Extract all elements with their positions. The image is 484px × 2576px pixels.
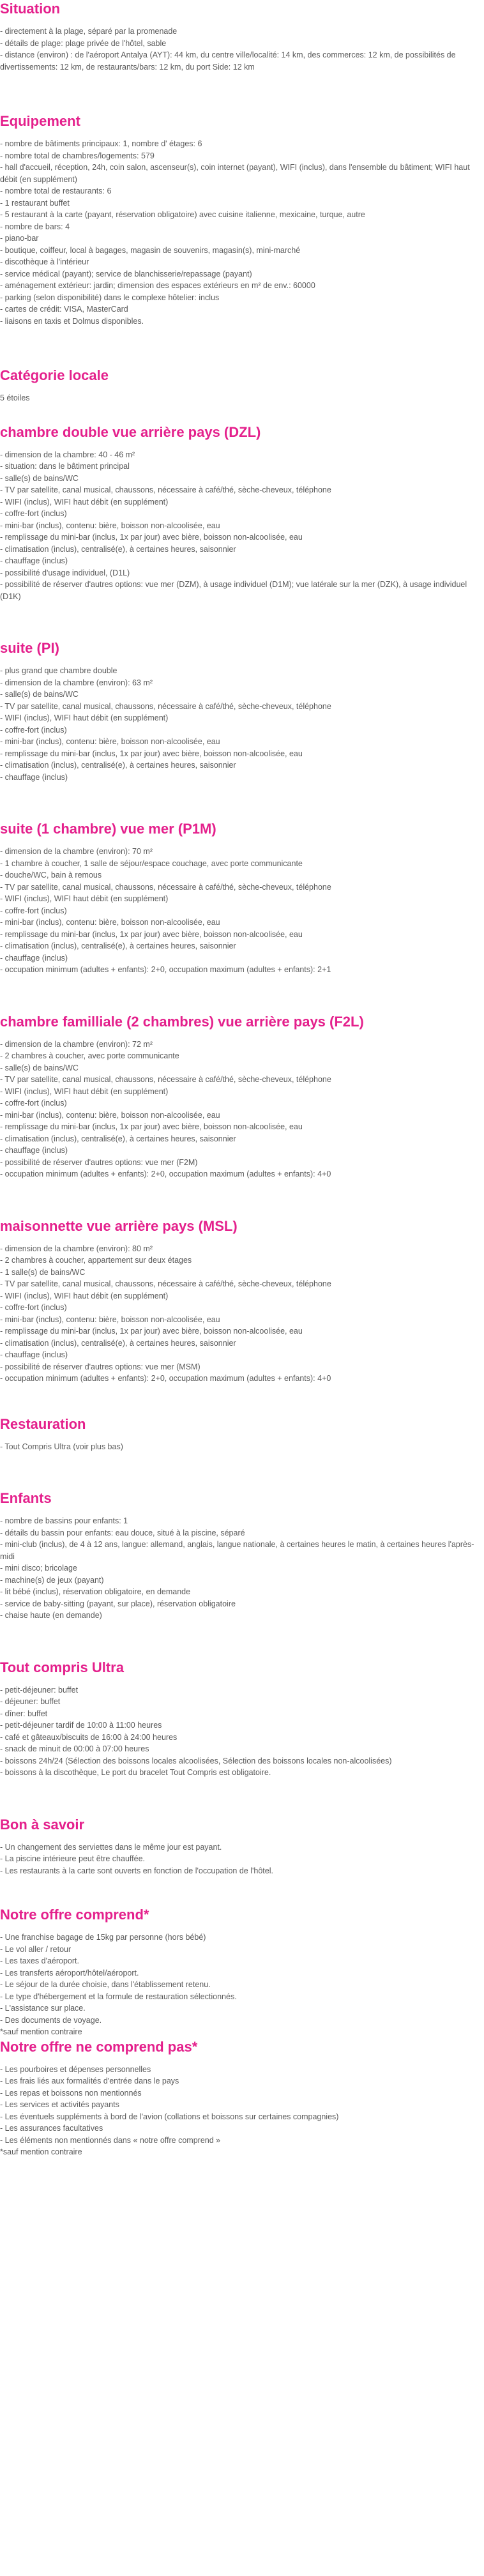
section-6 <box>0 1013 484 1180</box>
section-line: - WIFI (inclus), WIFI haut débit (en supplément) <box>0 894 169 903</box>
section-line: - 1 chambre à coucher, 1 salle de séjour/espace couchage, avec porte communicante <box>0 858 303 868</box>
section-line: - dîner: buffet <box>0 1709 48 1718</box>
section-line: - 1 salle(s) de bains/WC <box>0 1267 86 1277</box>
section-title: Catégorie locale <box>0 367 109 383</box>
section-lines <box>0 2064 484 2158</box>
section-line: - remplissage du mini-bar (inclus, 1x par jour) avec bière, boisson non-alcoolisée, eau <box>0 929 303 939</box>
section-line: - discothèque à l'intérieur <box>0 257 89 266</box>
section-line: - mini-bar (inclus), contenu: bière, boisson non-alcoolisée, eau <box>0 1315 220 1324</box>
section-line: - coffre-fort (inclus) <box>0 725 67 735</box>
section-line: - Les repas et boissons non mentionnés <box>0 2088 142 2098</box>
section-12 <box>0 1906 484 2038</box>
section-3 <box>0 423 484 603</box>
section-line: - mini-club (inclus), de 4 à 12 ans, langue: allemand, anglais, langue nationale, à certaines heures le matin, à certaines heures l'après-midi <box>0 1540 474 1561</box>
section-line: - Des documents de voyage. <box>0 2015 102 2025</box>
section-line: - Les taxes d'aéroport. <box>0 1956 79 1965</box>
section-line: - Le type d'hébergement et la formule de restauration sélectionnés. <box>0 1992 237 2001</box>
section-line: - occupation minimum (adultes + enfants): 2+0, occupation maximum (adultes + enfants): 2+1 <box>0 965 331 974</box>
section-line: - douche/WC, bain à remous <box>0 871 102 880</box>
section-line: - L'assistance sur place. <box>0 2004 86 2013</box>
section-line: - piano-bar <box>0 234 39 243</box>
section-line: - possibilité de réserver d'autres options: vue mer (DZM), à usage individuel (D1M); vue latérale sur la mer (DZK), à usage individuel (D1K) <box>0 580 467 601</box>
section-4 <box>0 639 484 783</box>
section-line: *sauf mention contraire <box>0 2147 82 2156</box>
section-line: - boissons 24h/24 (Sélection des boissons locales alcoolisées, Sélection des boissons locales non-alcoolisées) <box>0 1756 392 1765</box>
section-title: Tout compris Ultra <box>0 1659 124 1675</box>
section-line: - climatisation (inclus), centralisé(e), à certaines heures, saisonnier <box>0 1134 236 1143</box>
section-line: - déjeuner: buffet <box>0 1697 61 1706</box>
section-line: - climatisation (inclus), centralisé(e), à certaines heures, saisonnier <box>0 941 236 950</box>
section-line: - Les assurances facultatives <box>0 2124 103 2133</box>
section-line: - remplissage du mini-bar (inclus, 1x par jour) avec bière, boisson non-alcoolisée, eau <box>0 749 303 758</box>
section-line: - directement à la plage, séparé par la promenade <box>0 27 178 36</box>
section-line: *sauf mention contraire <box>0 2027 82 2036</box>
section-line: - mini-bar (inclus), contenu: bière, boisson non-alcoolisée, eau <box>0 918 220 927</box>
section-11 <box>0 1816 484 1877</box>
section-1 <box>0 112 484 327</box>
section-line: - snack de minuit de 00:00 à 07:00 heures <box>0 1744 149 1753</box>
section-line: - Le vol aller / retour <box>0 1944 72 1954</box>
section-line: - possibilité de réserver d'autres options: vue mer (MSM) <box>0 1362 200 1371</box>
section-line: - dimension de la chambre (environ): 80 m² <box>0 1244 153 1253</box>
section-line: - coffre-fort (inclus) <box>0 509 67 518</box>
section-title: Notre offre comprend* <box>0 1907 149 1923</box>
section-line: - La piscine intérieure peut être chauffée. <box>0 1854 145 1863</box>
section-line: - Les transferts aéroport/hôtel/aéroport. <box>0 1968 139 1978</box>
section-lines <box>0 1841 484 1877</box>
section-line: - TV par satellite, canal musical, chaussons, nécessaire à café/thé, sèche-cheveux, téléphone <box>0 882 331 892</box>
section-line: - Tout Compris Ultra (voir plus bas) <box>0 1442 123 1451</box>
section-line: - service de baby-sitting (payant, sur place), réservation obligatoire <box>0 1599 236 1608</box>
section-title: suite (1 chambre) vue mer (P1M) <box>0 821 216 837</box>
section-line: - TV par satellite, canal musical, chaussons, nécessaire à café/thé, sèche-cheveux, téléphone <box>0 1279 331 1288</box>
section-10 <box>0 1659 484 1779</box>
section-lines <box>0 138 484 327</box>
section-lines <box>0 1515 484 1622</box>
section-lines <box>0 449 484 603</box>
section-line: - remplissage du mini-bar (inclus, 1x par jour) avec bière, boisson non-alcoolisée, eau <box>0 533 303 542</box>
section-line: - nombre total de chambres/logements: 579 <box>0 151 155 160</box>
section-line: - nombre total de restaurants: 6 <box>0 187 112 195</box>
section-line: - coffre-fort (inclus) <box>0 1099 67 1108</box>
section-line: - boutique, coiffeur, local à bagages, magasin de souvenirs, magasin(s), mini-marché <box>0 245 301 255</box>
section-line: - distance (environ) : de l'aéroport Antalya (AYT): 44 km, du centre ville/localité: 14 km, des commerces: 12 km, de possibilités de divertissements: 12 km, de restaurants/bars: 12 km, du port Side: 12 km <box>0 50 456 72</box>
section-line: - remplissage du mini-bar (inclus, 1x par jour) avec bière, boisson non-alcoolisée, eau <box>0 1122 303 1131</box>
section-line: - situation: dans le bâtiment principal <box>0 462 130 471</box>
section-9 <box>0 1490 484 1622</box>
section-line: - nombre de bassins pour enfants: 1 <box>0 1516 128 1525</box>
section-line: - chauffage (inclus) <box>0 953 68 963</box>
section-line: - chauffage (inclus) <box>0 1146 68 1155</box>
section-line: - plus grand que chambre double <box>0 666 117 675</box>
section-5 <box>0 820 484 976</box>
section-line: - Le séjour de la durée choisie, dans l'établissement retenu. <box>0 1980 211 1989</box>
section-line: - Les restaurants à la carte sont ouverts en fonction de l'occupation de l'hôtel. <box>0 1866 273 1875</box>
section-lines <box>0 1441 484 1453</box>
section-line: - détails de plage: plage privée de l'hôtel, sable <box>0 38 167 48</box>
section-lines <box>0 1039 484 1180</box>
section-line: - climatisation (inclus), centralisé(e), à certaines heures, saisonnier <box>0 1338 236 1348</box>
section-line: - lit bébé (inclus), réservation obligatoire, en demande <box>0 1587 191 1596</box>
section-line: - 1 restaurant buffet <box>0 198 70 208</box>
section-line: - climatisation (inclus), centralisé(e), à certaines heures, saisonnier <box>0 761 236 770</box>
section-line: - climatisation (inclus), centralisé(e), à certaines heures, saisonnier <box>0 544 236 554</box>
section-line: - Les éventuels suppléments à bord de l'avion (collations et boissons sur certaines compagnies) <box>0 2112 339 2121</box>
section-line: - dimension de la chambre (environ): 63 m² <box>0 678 153 687</box>
section-line: - chauffage (inclus) <box>0 556 68 565</box>
section-line: - occupation minimum (adultes + enfants): 2+0, occupation maximum (adultes + enfants): 4+0 <box>0 1374 331 1383</box>
section-lines <box>0 392 484 404</box>
section-line: - WIFI (inclus), WIFI haut débit (en supplément) <box>0 713 169 722</box>
section-0 <box>0 0 484 73</box>
section-line: - remplissage du mini-bar (inclus, 1x par jour) avec bière, boisson non-alcoolisée, eau <box>0 1327 303 1336</box>
section-line: - TV par satellite, canal musical, chaussons, nécessaire à café/thé, sèche-cheveux, téléphone <box>0 1075 331 1084</box>
section-line: - salle(s) de bains/WC <box>0 690 79 699</box>
section-line: - coffre-fort (inclus) <box>0 906 67 915</box>
section-line: - TV par satellite, canal musical, chaussons, nécessaire à café/thé, sèche-cheveux, téléphone <box>0 485 331 494</box>
section-line: - 5 restaurant à la carte (payant, réservation obligatoire) avec cuisine italienne, mexicaine, turque, autre <box>0 210 365 219</box>
section-line: 5 étoiles <box>0 393 30 402</box>
section-line: - dimension de la chambre: 40 - 46 m² <box>0 450 135 459</box>
section-title: Situation <box>0 1 61 17</box>
section-line: - nombre de bâtiments principaux: 1, nombre d' étages: 6 <box>0 139 202 148</box>
section-line: - possibilité d'usage individuel, (D1L) <box>0 568 130 577</box>
section-line: - petit-déjeuner tardif de 10:00 à 11:00 heures <box>0 1721 162 1730</box>
section-line: - aménagement extérieur: jardin; dimension des espaces extérieurs en m² de env.: 60000 <box>0 281 315 290</box>
section-line: - TV par satellite, canal musical, chaussons, nécessaire à café/thé, sèche-cheveux, téléphone <box>0 701 331 711</box>
section-line: - occupation minimum (adultes + enfants): 2+0, occupation maximum (adultes + enfants): 4+0 <box>0 1170 331 1178</box>
section-line: - possibilité de réserver d'autres options: vue mer (F2M) <box>0 1157 198 1167</box>
section-line: - parking (selon disponibilité) dans le complexe hôtelier: inclus <box>0 293 220 302</box>
section-title: Equipement <box>0 113 80 129</box>
section-title: chambre familliale (2 chambres) vue arrière pays (F2L) <box>0 1013 364 1030</box>
section-line: - WIFI (inclus), WIFI haut débit (en supplément) <box>0 497 169 507</box>
section-line: - liaisons en taxis et Dolmus disponibles. <box>0 316 144 326</box>
section-line: - petit-déjeuner: buffet <box>0 1685 79 1695</box>
section-title: Enfants <box>0 1490 52 1506</box>
section-line: - mini-bar (inclus), contenu: bière, boisson non-alcoolisée, eau <box>0 521 220 530</box>
section-line: - salle(s) de bains/WC <box>0 473 79 483</box>
section-lines <box>0 1932 484 2038</box>
section-line: - WIFI (inclus), WIFI haut débit (en supplément) <box>0 1086 169 1096</box>
section-line: - Les éléments non mentionnés dans « notre offre comprend » <box>0 2135 221 2145</box>
section-line: - chaise haute (en demande) <box>0 1611 102 1620</box>
section-line: - 2 chambres à coucher, appartement sur deux étages <box>0 1256 192 1265</box>
section-title: chambre double vue arrière pays (DZL) <box>0 423 261 440</box>
section-title: maisonnette vue arrière pays (MSL) <box>0 1217 238 1234</box>
section-line: - Une franchise bagage de 15kg par personne (hors bébé) <box>0 1933 206 1942</box>
section-line: - dimension de la chambre (environ): 72 m² <box>0 1039 153 1049</box>
section-8 <box>0 1415 484 1453</box>
section-line: - mini-bar (inclus), contenu: bière, boisson non-alcoolisée, eau <box>0 737 220 746</box>
section-lines <box>0 846 484 976</box>
section-title: suite (PI) <box>0 640 59 656</box>
section-line: - Les frais liés aux formalités d'entrée dans le pays <box>0 2077 179 2085</box>
section-line: - boissons à la discothèque, Le port du bracelet Tout Compris est obligatoire. <box>0 1768 271 1777</box>
section-line: - café et gâteaux/biscuits de 16:00 à 24:00 heures <box>0 1732 178 1742</box>
section-line: - 2 chambres à coucher, avec porte communicante <box>0 1051 179 1060</box>
section-line: - service médical (payant); service de blanchisserie/repassage (payant) <box>0 269 252 278</box>
section-line: - mini disco; bricolage <box>0 1564 77 1573</box>
section-line: - détails du bassin pour enfants: eau douce, situé à la piscine, séparé <box>0 1528 245 1537</box>
section-line: - machine(s) de jeux (payant) <box>0 1575 104 1585</box>
section-line: - hall d'accueil, réception, 24h, coin salon, ascenseur(s), coin internet (payant), WIFI (inclus), dans l'ensemble du bâtiment; WIFI haut débit (en supplément) <box>0 163 470 184</box>
section-line: - Les services et activités payants <box>0 2100 119 2109</box>
section-13 <box>0 2038 484 2158</box>
section-line: - coffre-fort (inclus) <box>0 1303 67 1312</box>
section-lines <box>0 1243 484 1385</box>
section-2 <box>0 367 484 404</box>
section-line: - chauffage (inclus) <box>0 772 68 782</box>
section-line: - dimension de la chambre (environ): 70 m² <box>0 847 153 856</box>
section-title: Bon à savoir <box>0 1816 85 1833</box>
section-lines <box>0 26 484 73</box>
section-line: - Un changement des serviettes dans le même jour est payant. <box>0 1842 222 1852</box>
section-title: Notre offre ne comprend pas* <box>0 2038 198 2055</box>
section-line: - chauffage (inclus) <box>0 1350 68 1359</box>
section-line: - Les pourboires et dépenses personnelles <box>0 2064 151 2074</box>
section-lines <box>0 1684 484 1779</box>
section-line: - salle(s) de bains/WC <box>0 1063 79 1072</box>
section-lines <box>0 665 484 783</box>
section-title: Restauration <box>0 1415 86 1432</box>
section-line: - nombre de bars: 4 <box>0 222 70 231</box>
section-line: - cartes de crédit: VISA, MasterCard <box>0 305 128 314</box>
section-7 <box>0 1217 484 1385</box>
section-line: - mini-bar (inclus), contenu: bière, boisson non-alcoolisée, eau <box>0 1110 220 1120</box>
section-line: - WIFI (inclus), WIFI haut débit (en supplément) <box>0 1291 169 1300</box>
